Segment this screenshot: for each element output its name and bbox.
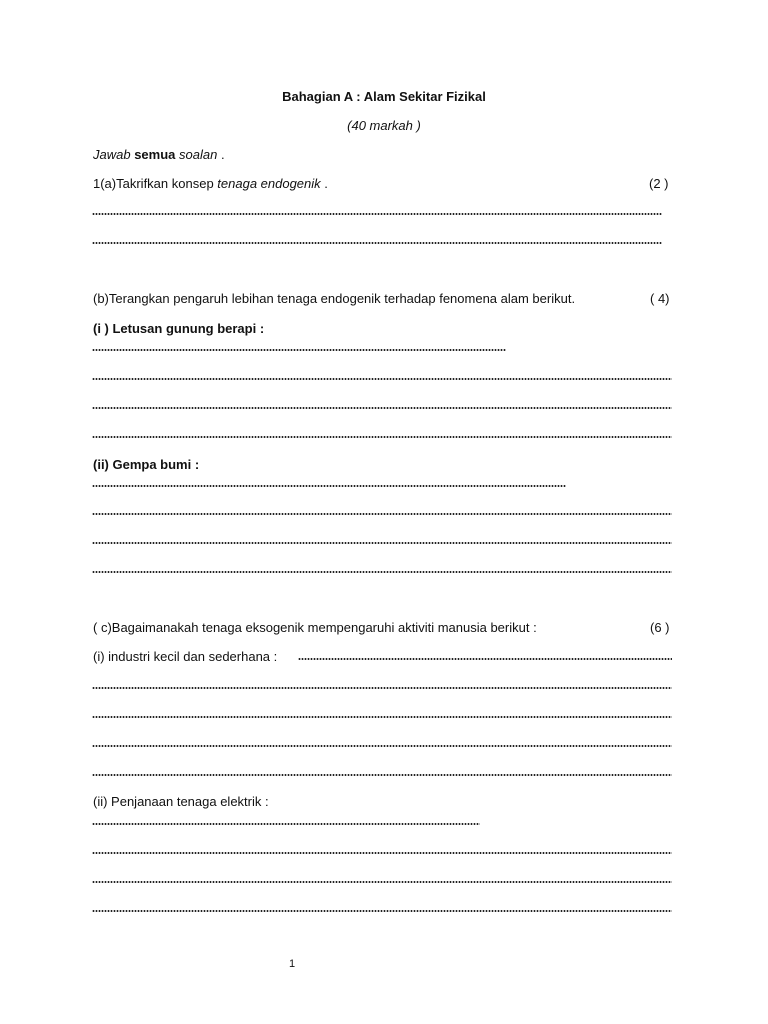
question-1a-term: tenaga endogenik: [217, 176, 321, 191]
question-1a-marks: (2 ): [649, 176, 669, 191]
answer-line[interactable]: [92, 512, 672, 516]
answer-line[interactable]: [92, 880, 672, 884]
section-title: Bahagian A : Alam Sekitar Fizikal: [282, 89, 486, 104]
question-1a: [93, 176, 328, 192]
answer-line[interactable]: [92, 570, 672, 574]
page-number: 1: [289, 958, 296, 970]
question-1c-ii-label: (ii) Penjanaan tenaga elektrik :: [93, 794, 269, 809]
answer-line[interactable]: [92, 773, 672, 777]
question-1b-marks: ( 4): [650, 291, 670, 306]
answer-line[interactable]: [92, 822, 480, 826]
question-1a-suffix: .: [320, 176, 328, 191]
question-1a-prefix: 1(a)Takrifkan konsep: [93, 176, 218, 191]
instruction-word-jawab: Jawab: [93, 147, 131, 162]
question-1b: (b)Terangkan pengaruh lebihan tenaga endogenik terhadap fenomena alam berikut.: [93, 291, 576, 306]
answer-line[interactable]: [92, 377, 672, 381]
answer-line[interactable]: [92, 484, 566, 488]
answer-line[interactable]: [92, 241, 662, 245]
question-1b-i-label: (i ) Letusan gunung berapi :: [93, 321, 265, 336]
answer-line[interactable]: [92, 686, 672, 690]
answer-line[interactable]: [92, 851, 672, 855]
answer-line[interactable]: [92, 406, 672, 410]
answer-line[interactable]: [92, 348, 506, 352]
answer-line[interactable]: [92, 212, 662, 216]
answer-line[interactable]: [92, 541, 672, 545]
question-1c: ( c)Bagaimanakah tenaga eksogenik mempengaruhi aktiviti manusia berikut :: [93, 620, 537, 635]
answer-line[interactable]: [92, 744, 672, 748]
answer-line[interactable]: [298, 657, 672, 661]
instruction-end: .: [217, 147, 225, 162]
instruction-word-semua: semua: [134, 147, 176, 162]
answer-line[interactable]: [92, 715, 672, 719]
section-marks: (40 markah ): [347, 118, 421, 133]
answer-line[interactable]: [92, 435, 672, 439]
instruction: [93, 147, 225, 163]
question-1b-ii-label: (ii) Gempa bumi :: [93, 457, 200, 472]
question-1c-marks: (6 ): [650, 620, 670, 635]
answer-line[interactable]: [92, 909, 672, 913]
question-1c-i-label: (i) industri kecil dan sederhana :: [93, 649, 278, 664]
instruction-word-soalan: soalan: [179, 147, 218, 162]
